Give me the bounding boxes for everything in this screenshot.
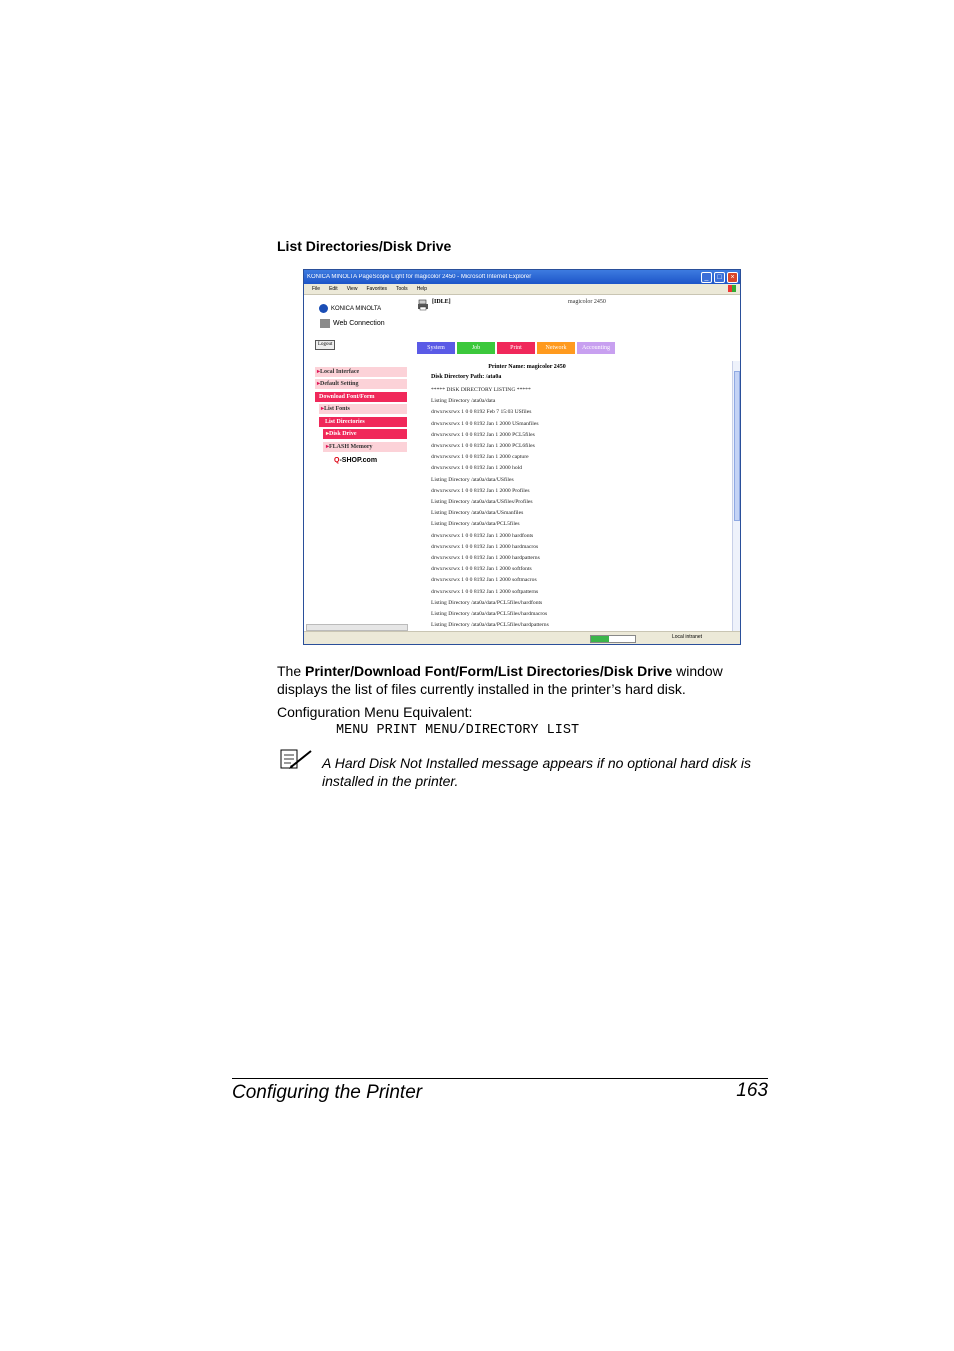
listing-line: drwxrwxrwx 1 0 0 8192 Jan 1 2000 USmanfiles <box>431 420 539 427</box>
intro-paragraph <box>277 662 767 698</box>
config-menu-label: Configuration Menu Equivalent: <box>277 704 473 720</box>
brand-logo <box>319 304 381 313</box>
window-title: KONICA MINOLTA PageScope Light for magicolor 2450 - Microsoft Internet Explorer <box>307 274 532 280</box>
nav-flash-memory[interactable]: ▸FLASH Memory <box>323 442 407 452</box>
config-menu-code: MENU PRINT MENU/DIRECTORY LIST <box>336 723 580 738</box>
status-bar <box>304 631 740 644</box>
listing-line: drwxrwxrwx 1 0 0 8192 Jan 1 2000 hold <box>431 465 523 472</box>
listing-line: Listing Directory /ata0a/data/USmanfiles <box>431 510 524 517</box>
intro-prefix: The <box>277 663 306 679</box>
nav-local-interface-label: Local Interface <box>320 369 360 375</box>
tab-system[interactable]: System <box>417 342 455 354</box>
listing-line: drwxrwxrwx 1 0 0 8192 Jan 1 2000 hardfonts <box>431 532 534 539</box>
nav-flash-memory-label: FLASH Memory <box>329 444 373 450</box>
progress-bar <box>590 635 636 643</box>
tab-accounting[interactable]: Accounting <box>577 342 615 354</box>
listing-line: Listing Directory /ata0a/data/USfiles/Profiles <box>431 499 533 506</box>
left-horizontal-scrollbar[interactable] <box>306 624 408 631</box>
menu-bar <box>304 284 740 295</box>
menu-help[interactable]: Help <box>416 286 427 292</box>
listing-line: drwxrwxrwx 1 0 0 8192 Jan 1 2000 PCL6files <box>431 443 535 450</box>
intro-suffix: window displays the list of files currently installed in the printer’s hard disk. <box>277 663 723 697</box>
nav-download-font-form[interactable] <box>315 392 407 402</box>
tab-print[interactable]: Print <box>497 342 535 354</box>
windows-logo-icon <box>728 285 736 292</box>
tab-bar <box>417 342 615 354</box>
menu-edit[interactable]: Edit <box>329 286 338 292</box>
directory-listing <box>431 385 732 629</box>
listing-line: ***** DISK DIRECTORY LISTING ***** <box>431 387 531 393</box>
listing-line: drwxrwxrwx 1 0 0 8192 Jan 1 2000 PCL5files <box>431 431 535 438</box>
listing-line: drwxrwxrwx 1 0 0 8192 Feb 7 15:03 USfiles <box>431 409 532 416</box>
listing-line: drwxrwxrwx 1 0 0 8192 Jan 1 2000 softmacros <box>431 577 537 584</box>
note-text: A Hard Disk Not Installed message appears if no optional hard disk is installed in the printer. <box>322 755 752 789</box>
nav-default-setting-label: Default Setting <box>320 381 359 387</box>
nav-disk-drive[interactable]: ▸Disk Drive <box>323 429 407 439</box>
listing-line: drwxrwxrwx 1 0 0 8192 Jan 1 2000 softpatterns <box>431 588 539 595</box>
listing-line: drwxrwxrwx 1 0 0 8192 Jan 1 2000 hardpatterns <box>431 555 540 562</box>
tab-network[interactable]: Network <box>537 342 575 354</box>
brand-name: KONICA MINOLTA <box>331 305 382 312</box>
listing-line: Listing Directory /ata0a/data/PCL5files/hardpatterns <box>431 622 549 629</box>
listing-line: Listing Directory /ata0a/data/PCL5files <box>431 521 520 528</box>
logout-button[interactable]: Logout <box>315 340 335 350</box>
qshop-q: Q <box>334 457 340 464</box>
menu-file[interactable]: File <box>312 286 321 292</box>
footer-title: Configuring the Printer <box>232 1082 423 1103</box>
progress-fill <box>591 636 609 642</box>
listing-line: Listing Directory /ata0a/data/USfiles <box>431 476 514 483</box>
nav-list-directories[interactable] <box>319 417 407 427</box>
qshop-link[interactable] <box>334 457 377 464</box>
nav-list-fonts[interactable]: ▸List Fonts <box>319 404 407 414</box>
maximize-button[interactable]: □ <box>714 272 725 283</box>
directory-listing-panel <box>417 363 732 629</box>
listing-line: Listing Directory /ata0a/data/PCL5files/hardmacros <box>431 611 548 618</box>
page-content <box>304 295 740 632</box>
window-titlebar <box>304 270 740 284</box>
nav-default-setting[interactable]: ▸Default Setting <box>315 379 407 389</box>
footer-rule <box>232 1078 768 1079</box>
vertical-scrollbar[interactable] <box>732 361 741 633</box>
disk-directory-path: Disk Directory Path: /ata0a <box>431 374 502 380</box>
nav-disk-drive-label: Disk Drive <box>329 431 357 437</box>
listing-line: drwxrwxrwx 1 0 0 8192 Jan 1 2000 softfonts <box>431 566 532 573</box>
printer-name: Printer Name: magicolor 2450 <box>488 364 566 370</box>
left-panel <box>304 295 412 632</box>
listing-line: drwxrwxrwx 1 0 0 8192 Jan 1 2000 Profiles <box>431 487 530 494</box>
section-heading: List Directories/Disk Drive <box>277 238 452 254</box>
printer-model: magicolor 2450 <box>568 299 606 305</box>
minimize-button[interactable]: _ <box>701 272 712 283</box>
browser-window-screenshot <box>303 269 741 645</box>
web-connection-logo <box>320 319 385 328</box>
tab-job[interactable]: Job <box>457 342 495 354</box>
nav-local-interface[interactable]: ▸Local Interface <box>315 367 407 377</box>
listing-line: drwxrwxrwx 1 0 0 8192 Jan 1 2000 hardmacros <box>431 543 539 550</box>
web-connection-label: Web Connection <box>333 320 385 327</box>
security-zone: Local intranet <box>672 634 703 640</box>
pagescope-icon <box>320 319 330 328</box>
close-button[interactable]: × <box>727 272 738 283</box>
nav-download-label: Download Font/Form <box>319 394 375 400</box>
nav-list-fonts-label: List Fonts <box>324 406 350 412</box>
nav-list-directories-label: List Directories <box>325 419 365 425</box>
menu-tools[interactable]: Tools <box>396 286 408 292</box>
note-pencil-icon <box>279 747 313 771</box>
printer-icon <box>417 299 429 311</box>
listing-line: drwxrwxrwx 1 0 0 8192 Jan 1 2000 capture <box>431 454 529 461</box>
listing-line: Listing Directory /ata0a/data/PCL5files/hardfonts <box>431 599 543 606</box>
qshop-rest: -SHOP.com <box>339 457 378 464</box>
scrollbar-thumb[interactable] <box>734 371 740 521</box>
intro-bold: Printer/Download Font/Form/List Directories/Disk Drive <box>305 663 673 679</box>
menu-favorites[interactable]: Favorites <box>366 286 387 292</box>
globe-icon <box>319 304 328 313</box>
menu-view[interactable]: View <box>346 286 358 292</box>
listing-line: Listing Directory /ata0a/data <box>431 398 496 405</box>
page-number: 163 <box>736 1080 768 1101</box>
printer-status: [IDLE] <box>432 299 451 305</box>
